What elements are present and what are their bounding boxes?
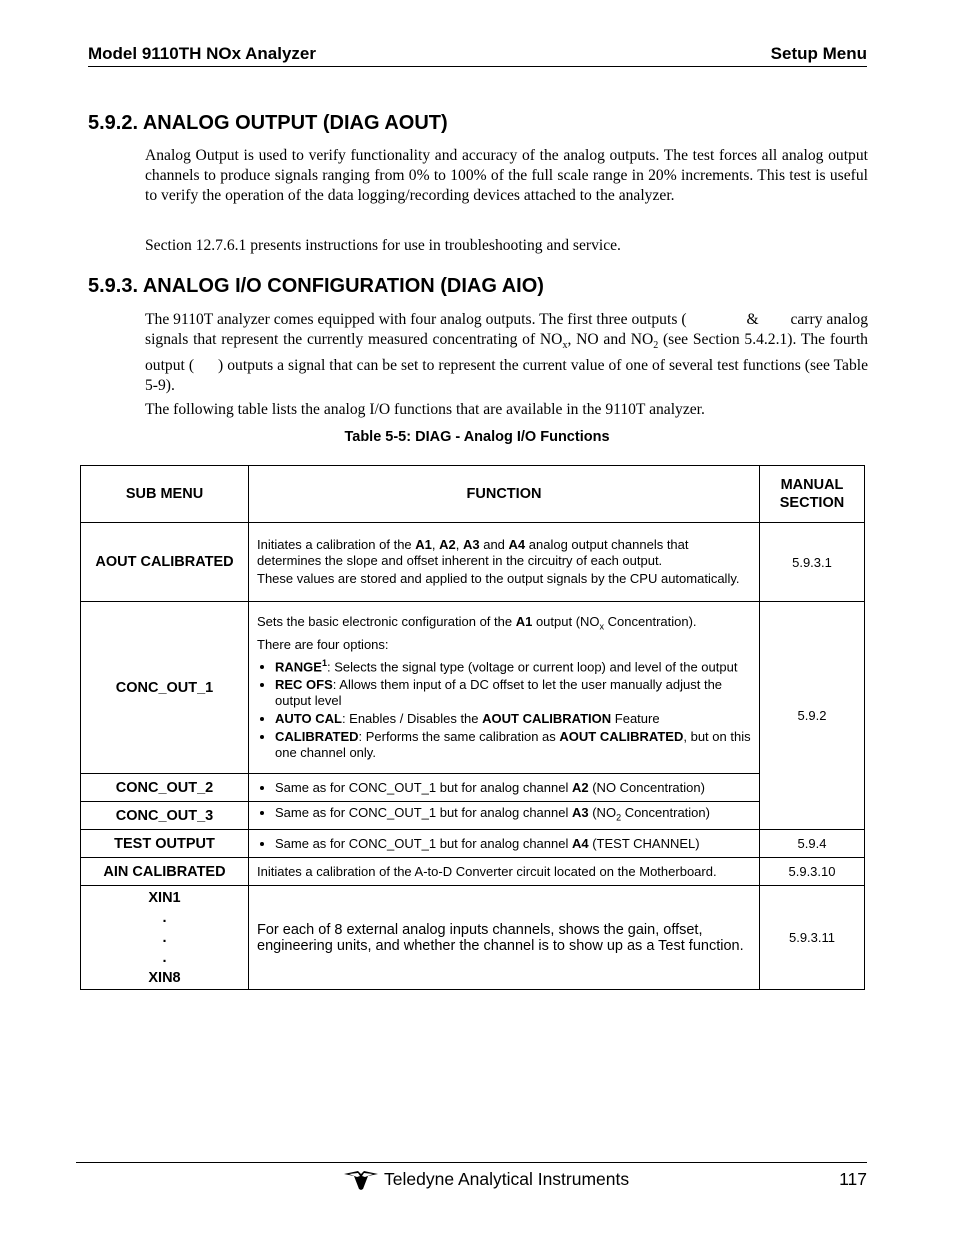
header-title: Model 9110TH NOx Analyzer [88, 44, 317, 63]
page-number: 117 [839, 1169, 867, 1189]
cell-function: For each of 8 external analog inputs channels, shows the gain, offset, engineering units, and whether the channel is to show up as a Test function. [249, 886, 760, 990]
teledyne-logo-icon [344, 1170, 378, 1190]
table-caption: Table 5-5: DIAG - Analog I/O Functions [344, 429, 610, 445]
col-sub-menu: SUB MENU [81, 466, 249, 523]
cell-submenu: AOUT CALIBRATED [81, 523, 249, 602]
cell-section: 5.9.4 [760, 830, 865, 858]
cell-submenu: CONC_OUT_2 [81, 774, 249, 802]
cell-function: • Same as for CONC_OUT_1 but for analog channel A3 ($NO_2$ Concentration) [249, 802, 760, 830]
table-row [81, 802, 865, 830]
cell-section: 5.9.2 [760, 602, 865, 830]
cell-function: Initiates a calibration of the A1, A2, A3 and A4 analog output channels that determines the slope and offset inherent in the circuitry of each output. These values are stored and applied to the output signals by the CPU automatically. [249, 523, 760, 602]
cell-function: Initiates a calibration of the A-to-D Converter circuit located on the Motherboard. [249, 858, 760, 886]
cell-section: 5.9.3.10 [760, 858, 865, 886]
table-row [81, 774, 865, 802]
table-row [81, 830, 865, 858]
para-analog-io: The 9110T analyzer comes equipped with four analog outputs. The first three outputs ( & carry analog signals that represent the currently measured concentrating of $NO_x$, NO and $NO_2$ (see Section 5.4.2.1). The fourth output ( ) outputs a signal that can be set to represent the current value of one of several test functions (see Table 5-9). [145, 311, 868, 395]
para-section-ref: Section 12.7.6.1 presents instructions for use in troubleshooting and service. [145, 237, 621, 254]
table-header-row [81, 466, 865, 523]
table-row [81, 602, 865, 774]
cell-submenu: AIN CALIBRATED [81, 858, 249, 886]
cell-section: 5.9.3.11 [760, 886, 865, 990]
heading-5-9-2: 5.9.2. ANALOG OUTPUT (DIAG AOUT) [88, 112, 448, 134]
para-table-intro: The following table lists the analog I/O functions that are available in the 9110T analyzer. [145, 401, 705, 418]
analog-io-table [80, 465, 865, 990]
cell-function: • Same as for CONC_OUT_1 but for analog channel A4 (TEST CHANNEL) [249, 830, 760, 858]
cell-section: 5.9.3.1 [760, 523, 865, 602]
page-footer [76, 1162, 867, 1189]
cell-submenu: XIN1 . . . XIN8 [81, 886, 249, 990]
cell-function: Sets the basic electronic configuration of the A1 output ($NO_x$ Concentration). There are four options: • RANGE$^1$: Selects the signal type (voltage or current loop) and level of the output • REC OFS: Allows them input of a DC offset to let the user manually adjust the output level • AUTO CAL: Enables / Disables the AOUT CALIBRATION Feature • CALIBRATED: Performs the same calibration as AOUT CALIBRATED, but on this one channel only. [249, 602, 760, 774]
cell-submenu: TEST OUTPUT [81, 830, 249, 858]
table-row [81, 523, 865, 602]
para-analog-output: Analog Output is used to verify functionality and accuracy of the analog outputs. The test forces all analog output channels to produce signals ranging from 0% to 100% of the full scale range in 20% increments. This test is useful to verify the operation of the data logging/recording devices attached to the analyzer. [145, 147, 868, 204]
cell-submenu: CONC_OUT_1 [81, 602, 249, 774]
heading-5-9-3: 5.9.3. ANALOG I/O CONFIGURATION (DIAG AIO) [88, 275, 544, 297]
page-header [88, 44, 867, 67]
table-row [81, 858, 865, 886]
cell-submenu: CONC_OUT_3 [81, 802, 249, 830]
col-manual-section: MANUAL SECTION [760, 466, 865, 523]
col-function: FUNCTION [249, 466, 760, 523]
cell-function: • Same as for CONC_OUT_1 but for analog channel A2 (NO Concentration) [249, 774, 760, 802]
table-row [81, 886, 865, 990]
footer-brand: Teledyne Analytical Instruments [344, 1169, 629, 1190]
header-section: Setup Menu [770, 44, 867, 63]
